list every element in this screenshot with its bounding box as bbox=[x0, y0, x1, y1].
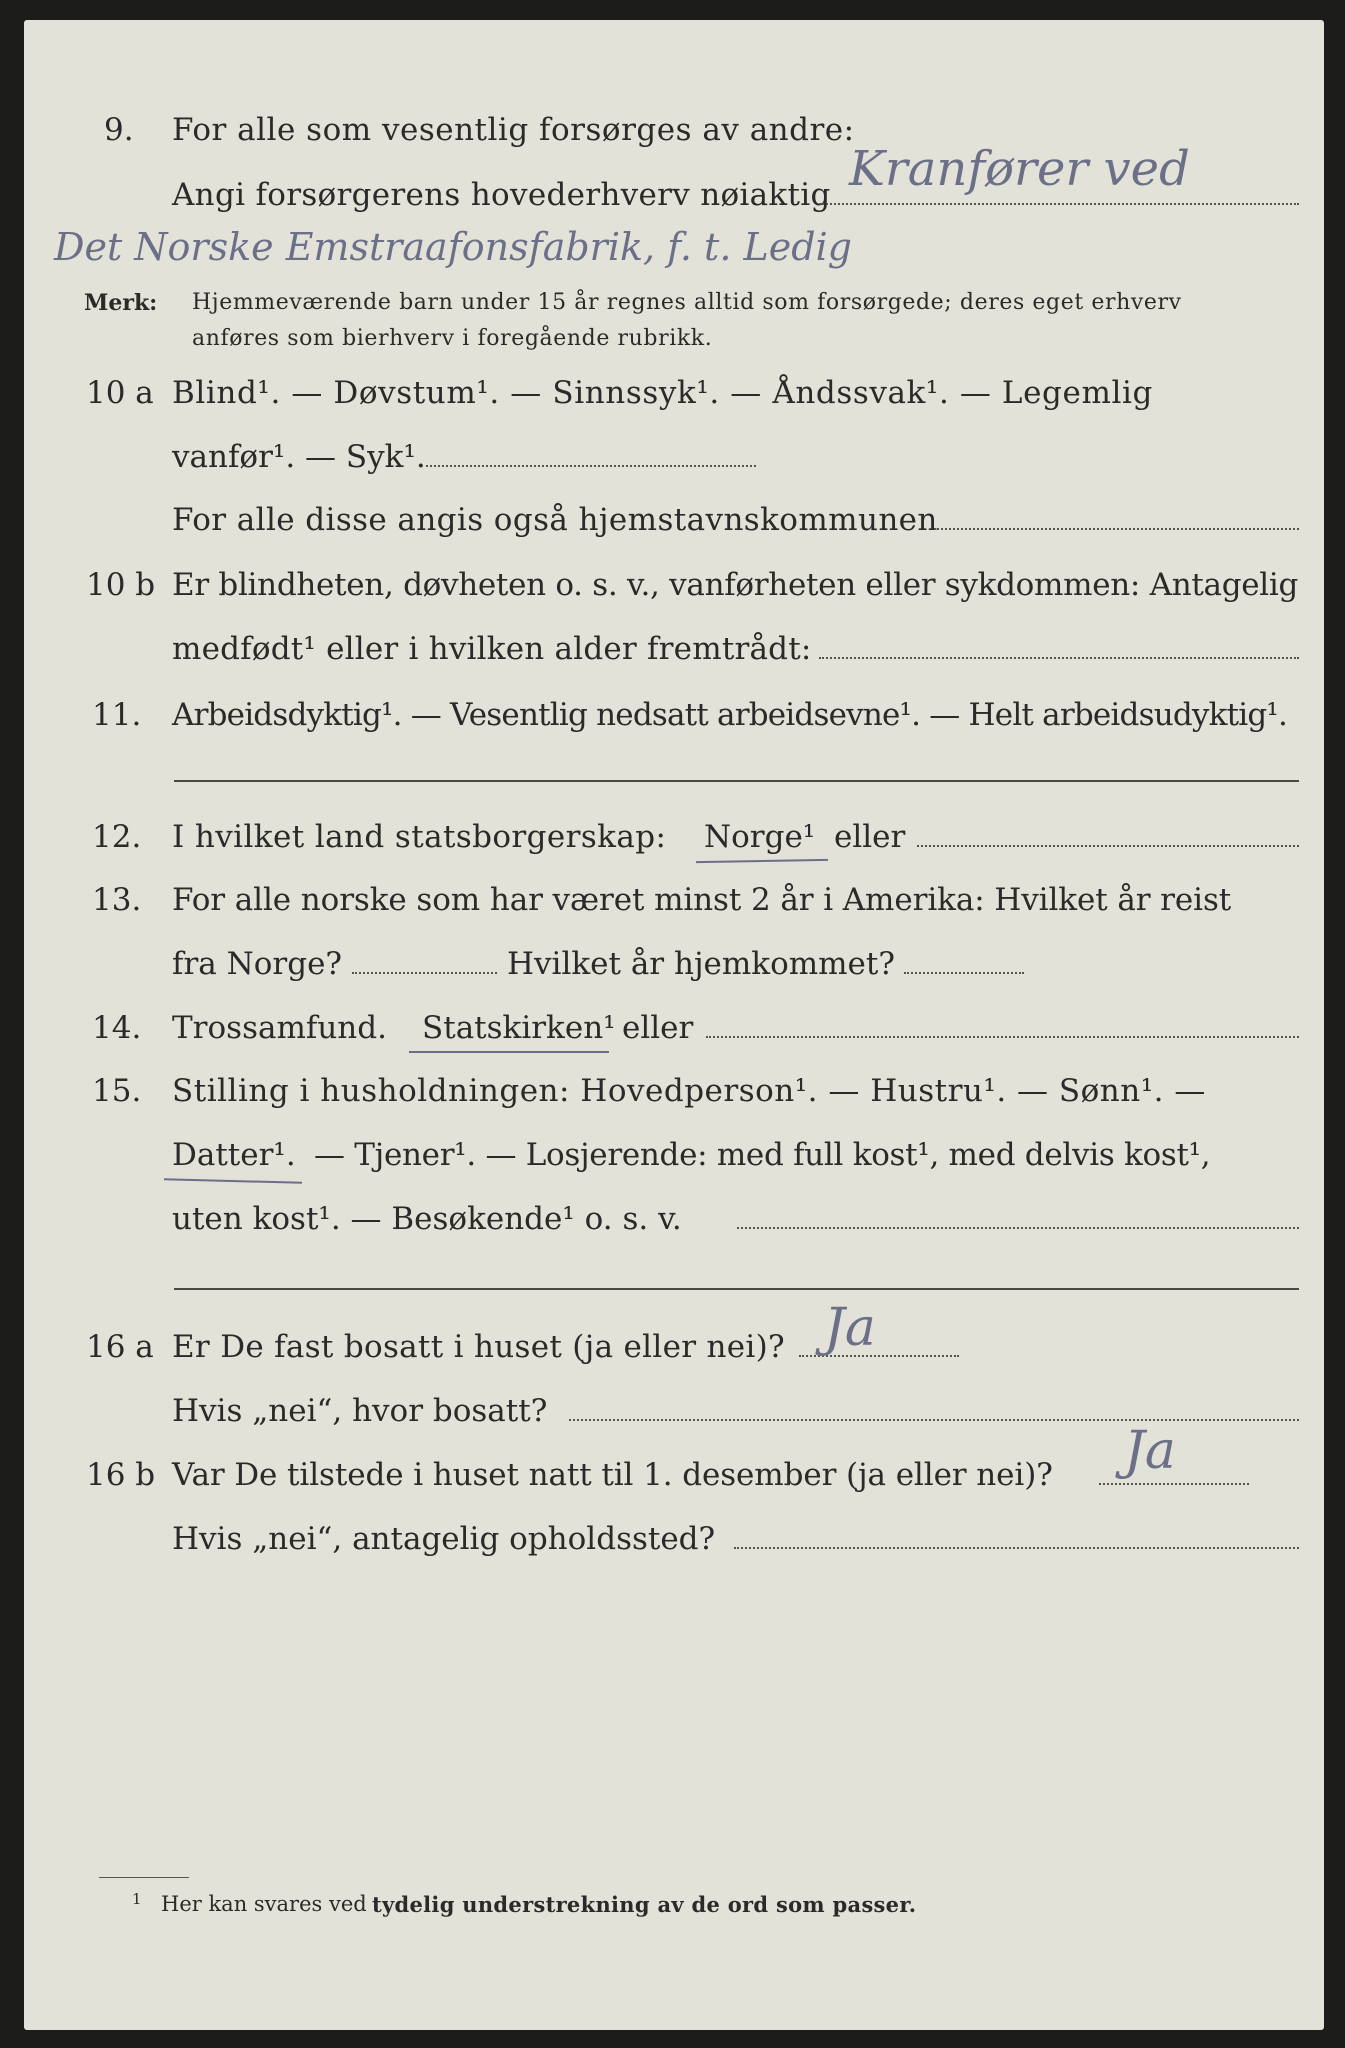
q16a-question: Er De fast bosatt i huset (ja eller nei)? bbox=[172, 1329, 785, 1365]
q15-line3: uten kost¹. — Besøkende¹ o. s. v. bbox=[172, 1201, 682, 1237]
q11-line1: Arbeidsdyktig¹. — Vesentlig nedsatt arbeidsevne¹. — Helt arbeidsudyktig¹. bbox=[172, 697, 1288, 733]
merk-label: Merk: bbox=[84, 290, 158, 316]
q13-number: 13. bbox=[92, 882, 142, 918]
merk-text-2: anføres som bierhverv i foregående rubrikk. bbox=[192, 326, 713, 351]
q16a-answer-line bbox=[799, 1355, 959, 1357]
q9-handwritten-answer-1: Kranfører ved bbox=[849, 141, 1190, 197]
q10a-kommune-line bbox=[934, 528, 1299, 530]
q15-number: 15. bbox=[92, 1073, 142, 1109]
census-form-page bbox=[24, 20, 1324, 2030]
q13-reist-label: fra Norge? bbox=[172, 946, 343, 982]
section-divider-1 bbox=[174, 780, 1299, 782]
q9-answer-line bbox=[819, 203, 1299, 205]
q16b-number: 16 b bbox=[86, 1457, 156, 1493]
q12-option-norge: Norge¹ bbox=[704, 819, 816, 855]
q16a-followup: Hvis „nei“, hvor bosatt? bbox=[172, 1393, 548, 1429]
q14-statskirken-underline bbox=[409, 1051, 609, 1053]
q10a-line1: Blind¹. — Døvstum¹. — Sinnssyk¹. — Åndssvak¹. — Legemlig bbox=[172, 375, 1153, 411]
q16b-followup: Hvis „nei“, antagelig opholdssted? bbox=[172, 1521, 716, 1557]
q16b-question: Var De tilstede i huset natt til 1. desember (ja eller nei)? bbox=[172, 1457, 1053, 1493]
q16b-answer-line bbox=[1099, 1483, 1249, 1485]
q11-number: 11. bbox=[92, 697, 142, 733]
q16a-followup-line bbox=[569, 1419, 1299, 1421]
q10a-answer-line bbox=[426, 465, 756, 467]
q10b-number: 10 b bbox=[86, 567, 156, 603]
q12-number: 12. bbox=[92, 819, 142, 855]
q16b-handwritten-answer: Ja bbox=[1124, 1421, 1176, 1481]
q9-number: 9. bbox=[104, 112, 134, 148]
q13-hjemkommet-line bbox=[904, 972, 1024, 974]
q10b-line1: Er blindheten, døvheten o. s. v., vanførheten eller sykdommen: Antagelig bbox=[172, 567, 1299, 603]
q12-suffix: eller bbox=[834, 819, 906, 855]
q10b-line2: medfødt¹ eller i hvilken alder fremtrådt: bbox=[172, 631, 812, 667]
footnote-rule bbox=[99, 1877, 189, 1878]
q16a-handwritten-answer: Ja bbox=[824, 1298, 876, 1358]
section-divider-2 bbox=[174, 1288, 1299, 1290]
q13-line1: For alle norske som har været minst 2 år i Amerika: Hvilket år reist bbox=[172, 882, 1232, 918]
q9-handwritten-answer-2: Det Norske Emstraafonsfabrik, f. t. Ledig bbox=[54, 225, 852, 269]
q13-reist-line bbox=[352, 972, 497, 974]
q10a-line3: For alle disse angis også hjemstavnskommunen bbox=[172, 502, 938, 538]
q15-option-datter: Datter¹. bbox=[172, 1137, 296, 1173]
q10a-line2: vanfør¹. — Syk¹. bbox=[172, 439, 426, 475]
q9-line2: Angi forsørgerens hovederhverv nøiaktig bbox=[172, 177, 831, 213]
q10a-number: 10 a bbox=[86, 375, 154, 411]
q14-prefix: Trossamfund. bbox=[172, 1010, 387, 1046]
merk-text-1: Hjemmeværende barn under 15 år regnes alltid som forsørgede; deres eget erhverv bbox=[192, 290, 1182, 315]
footnote-prefix: Her kan svares ved bbox=[161, 1892, 367, 1916]
q15-datter-underline bbox=[164, 1178, 302, 1184]
q12-prefix: I hvilket land statsborgerskap: bbox=[172, 819, 667, 855]
q13-hjemkommet-label: Hvilket år hjemkommet? bbox=[507, 946, 895, 982]
q16a-number: 16 a bbox=[86, 1329, 154, 1365]
footnote-emphasis: tydelig understrekning av de ord som passer. bbox=[372, 1892, 917, 1917]
q15-line1: Stilling i husholdningen: Hovedperson¹. — Hustru¹. — Sønn¹. — bbox=[172, 1073, 1206, 1109]
q15-line2: — Tjener¹. — Losjerende: med full kost¹, med delvis kost¹, bbox=[314, 1137, 1211, 1173]
q15-answer-line bbox=[737, 1227, 1299, 1229]
q14-suffix: eller bbox=[622, 1010, 694, 1046]
q14-answer-line bbox=[706, 1036, 1299, 1038]
q14-option-statskirken: Statskirken¹ bbox=[422, 1010, 616, 1046]
q12-answer-line bbox=[917, 845, 1299, 847]
q14-number: 14. bbox=[92, 1010, 142, 1046]
q10b-answer-line bbox=[819, 657, 1299, 659]
footnote-marker: 1 bbox=[132, 1890, 142, 1908]
q16b-followup-line bbox=[734, 1547, 1299, 1549]
q12-norge-underline bbox=[696, 859, 828, 863]
q9-line1: For alle som vesentlig forsørges av andre: bbox=[172, 112, 855, 148]
